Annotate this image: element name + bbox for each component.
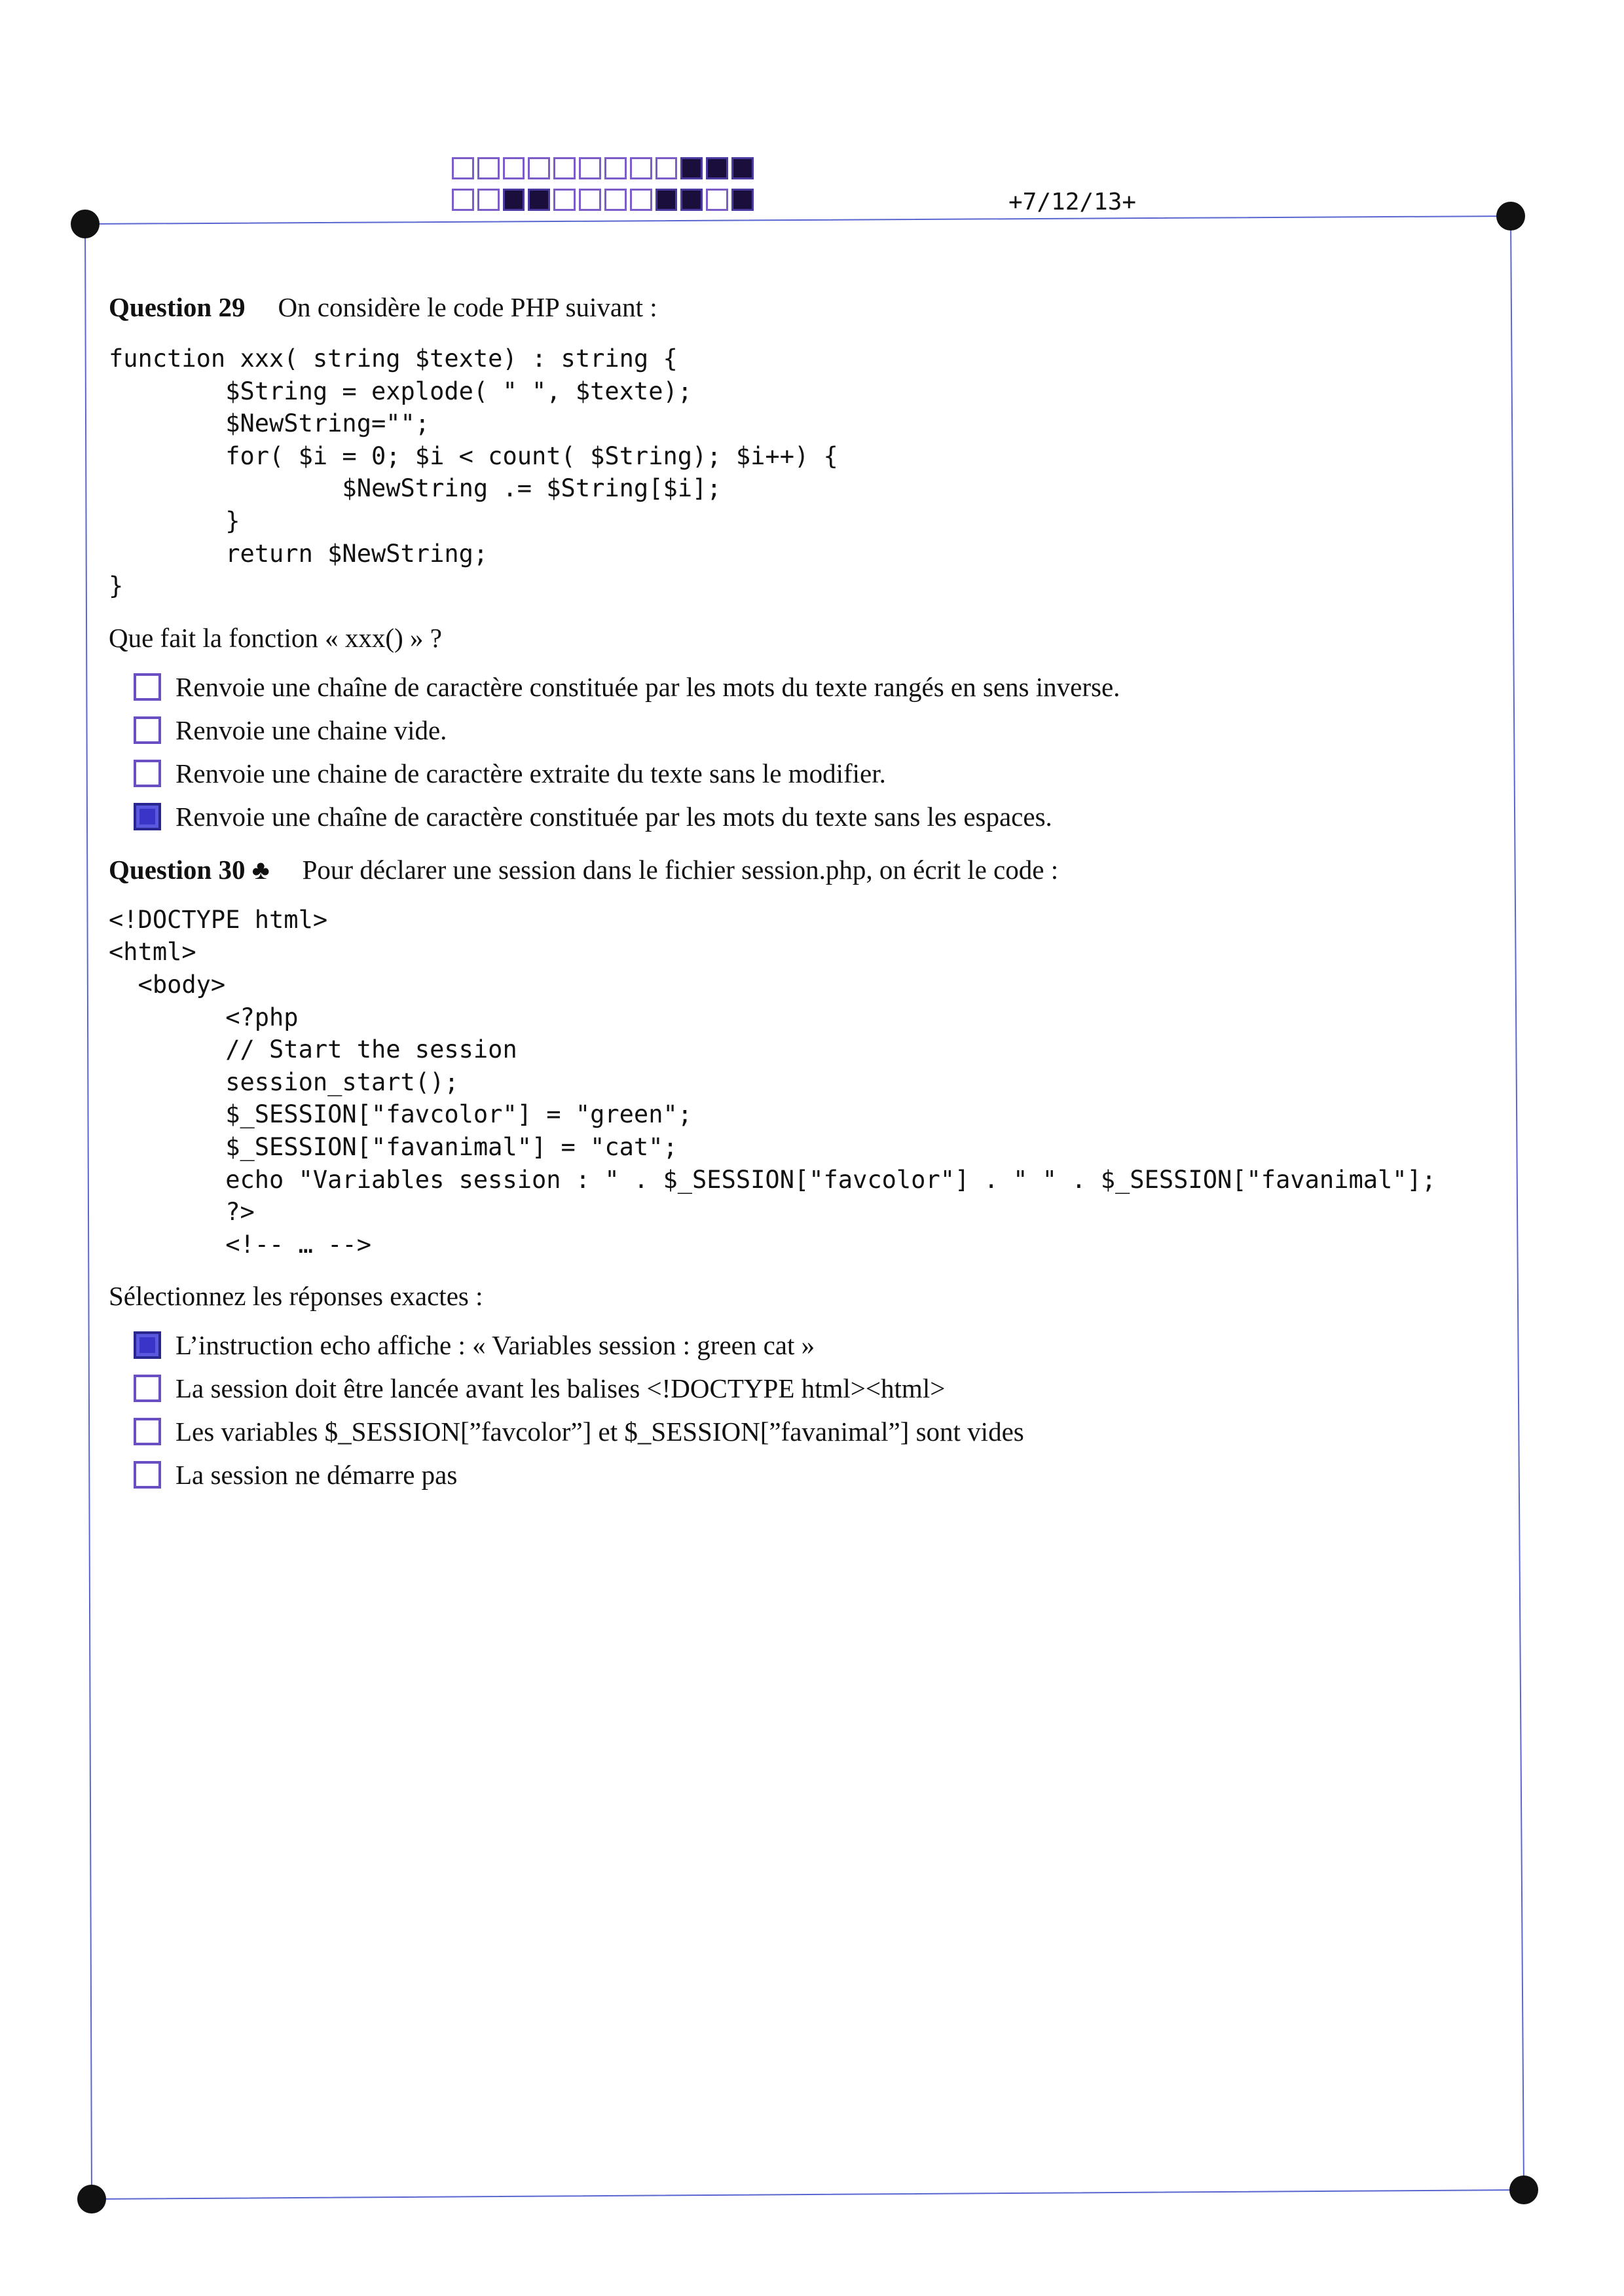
club-icon: ♣ xyxy=(251,854,270,885)
question-intro: Pour déclarer une session dans le fichier session.php, on écrit le code : xyxy=(302,854,1059,885)
answer-checkbox[interactable] xyxy=(134,803,161,830)
question-29 xyxy=(109,291,1484,838)
answer-list xyxy=(109,1324,1484,1496)
answer-checkbox[interactable] xyxy=(134,1375,161,1402)
code-cell xyxy=(553,189,576,211)
code-cell xyxy=(731,189,754,211)
answer-option[interactable] xyxy=(134,1367,1484,1410)
code-cell xyxy=(452,157,474,179)
answer-checkbox[interactable] xyxy=(134,1461,161,1489)
code-cell xyxy=(680,157,703,179)
answer-text: Renvoie une chaîne de caractère constituée par les mots du texte sans les espaces. xyxy=(175,801,1052,832)
question-header xyxy=(109,291,1484,323)
answer-option[interactable] xyxy=(134,1324,1484,1367)
answer-option[interactable] xyxy=(134,752,1484,795)
code-cell xyxy=(477,189,500,211)
answer-checkbox[interactable] xyxy=(134,1418,161,1445)
code-cell xyxy=(655,157,678,179)
code-cell xyxy=(528,189,550,211)
answer-checkbox[interactable] xyxy=(134,716,161,744)
page-code-row-2 xyxy=(452,189,757,215)
code-cell xyxy=(452,189,474,211)
answer-text: Renvoie une chaine de caractère extraite du texte sans le modifier. xyxy=(175,758,886,788)
code-cell xyxy=(706,157,728,179)
answer-text: La session ne démarre pas xyxy=(175,1460,458,1491)
registration-mark-top-right xyxy=(1496,202,1525,231)
code-cell xyxy=(553,157,576,179)
answer-option[interactable] xyxy=(134,795,1484,838)
code-cell xyxy=(528,157,550,179)
registration-mark-bottom-right xyxy=(1509,2176,1538,2204)
answer-text: Renvoie une chaine vide. xyxy=(175,714,447,745)
code-cell xyxy=(630,157,652,179)
code-cell xyxy=(706,189,728,211)
html-code-block: <!DOCTYPE html> <html> <body> <?php // Start the session session_start(); $_SESSION["favcolor"] = "green"; $_SESSION["favanimal"] = "cat"; echo "Variables session : " . $_SESSION["favcolor"] . " " . $_SESSION["favanimal"]; ?> <!-- … --> xyxy=(109,905,1437,1259)
code-cell xyxy=(579,189,601,211)
question-header xyxy=(109,854,1484,885)
code-cell xyxy=(604,157,627,179)
answer-text: Renvoie une chaîne de caractère constituée par les mots du texte rangés en sens inverse. xyxy=(175,671,1120,702)
question-prompt: Que fait la fonction « xxx() » ? xyxy=(109,622,442,653)
php-code-block: function xxx( string $texte) : string { $String = explode( " ", $texte); $NewString=""; for( $i = 0; $i < count( $String); $i++) { $NewString .= $String[$i]; } return $NewString; } xyxy=(109,344,838,601)
page-code-row-1 xyxy=(452,157,757,183)
registration-mark-bottom-left xyxy=(77,2185,106,2213)
question-number: Question 30 xyxy=(109,854,246,885)
answer-option[interactable] xyxy=(134,1410,1484,1453)
answer-text: La session doit être lancée avant les balises <!DOCTYPE html><html> xyxy=(175,1373,946,1404)
answer-text: L’instruction echo affiche : « Variables session : green cat » xyxy=(175,1330,815,1361)
answer-checkbox[interactable] xyxy=(134,1331,161,1359)
code-cell xyxy=(579,157,601,179)
code-cell xyxy=(655,189,678,211)
registration-mark-top-left xyxy=(71,210,100,238)
answer-option[interactable] xyxy=(134,665,1484,709)
code-cell xyxy=(503,189,525,211)
answer-option[interactable] xyxy=(134,1453,1484,1496)
question-30 xyxy=(109,854,1484,1497)
question-intro: On considère le code PHP suivant : xyxy=(278,292,657,322)
code-cell xyxy=(477,157,500,179)
code-cell xyxy=(604,189,627,211)
code-cell xyxy=(503,157,525,179)
question-prompt: Sélectionnez les réponses exactes : xyxy=(109,1281,483,1312)
answer-option[interactable] xyxy=(134,709,1484,752)
answer-text: Les variables $_SESSION[”favcolor”] et $_SESSION[”favanimal”] sont vides xyxy=(175,1416,1024,1447)
code-cell xyxy=(731,157,754,179)
answer-list xyxy=(109,665,1484,838)
page-content xyxy=(109,291,1484,1496)
answer-checkbox[interactable] xyxy=(134,760,161,787)
page-id: +7/12/13+ xyxy=(1008,189,1137,215)
code-cell xyxy=(630,189,652,211)
answer-checkbox[interactable] xyxy=(134,673,161,701)
code-cell xyxy=(680,189,703,211)
question-number: Question 29 xyxy=(109,292,246,322)
